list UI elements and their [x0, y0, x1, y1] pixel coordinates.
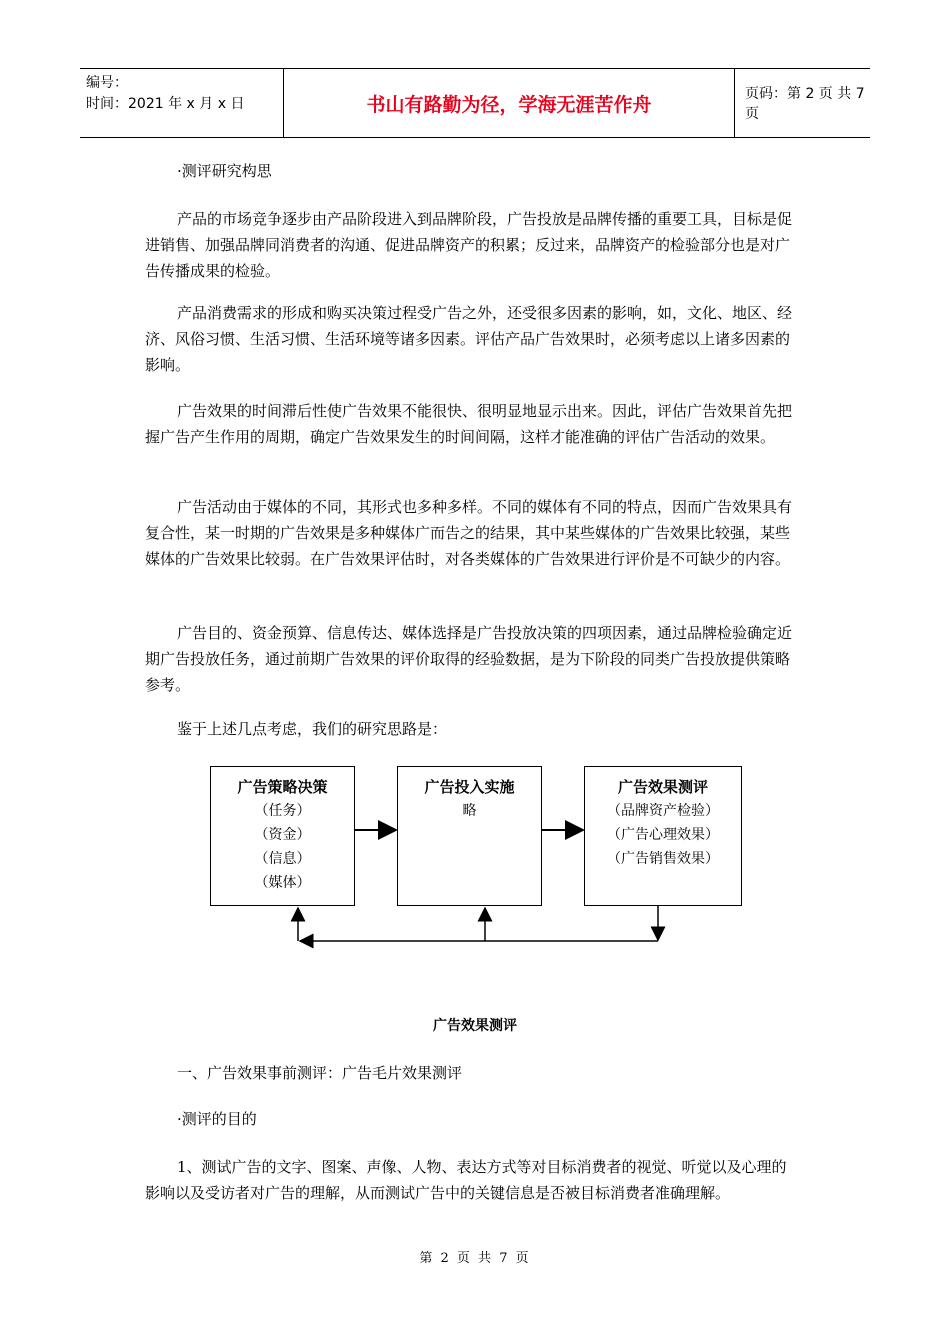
paragraph-1: 产品的市场竞争逐步由产品阶段进入到品牌阶段，广告投放是品牌传播的重要工具，目标是促进销售、加强品牌同消费者的沟通、促进品牌资产的积累；反过来，品牌资产的检验部分也是对广告传播成果的检验。	[145, 210, 793, 280]
research-flow-diagram	[200, 760, 760, 960]
header-page-label: 页码：第 2 页 共 7 页	[745, 86, 865, 122]
page-footer: 第 2 页 共 7 页	[419, 1251, 531, 1266]
box-implementation-title: 广告投入实施	[424, 778, 515, 796]
paragraph-3: 广告效果的时间滞后性使广告效果不能很快、很明显地显示出来。因此，评估广告效果首先把握广告产生作用的周期，确定广告效果发生的时间间隔，这样才能准确的评估广告活动的效果。	[145, 402, 793, 446]
box-strategy-title: 广告策略决策	[237, 778, 328, 796]
paragraph-6: 鉴于上述几点考虑，我们的研究思路是：	[177, 720, 448, 738]
heading-research: ·测评研究构思	[177, 162, 272, 180]
page-header	[80, 68, 870, 138]
item-1: 1、测试广告的文字、图案、声像、人物、表达方式等对目标消费者的视觉、听觉以及心理的影响以及受访者对广告的理解，从而测试广告中的关键信息是否被目标消费者准确理解。	[145, 1158, 787, 1202]
header-motto: 书山有路勤为径，学海无涯苦作舟	[283, 69, 735, 137]
section-subheading: 一、广告效果事前测评：广告毛片效果测评	[177, 1064, 463, 1082]
section-title: 广告效果测评	[433, 1018, 517, 1034]
box-implementation	[397, 766, 542, 906]
number-label: 编号：	[86, 75, 128, 91]
purpose-heading: ·测评的目的	[177, 1110, 257, 1128]
box-strategy-line: （信息）	[254, 851, 311, 867]
box-implementation-line: 略	[462, 803, 477, 819]
paragraph-2: 产品消费需求的形成和购买决策过程受广告之外，还受很多因素的影响，如，文化、地区、经济、风俗习惯、生活习惯、生活环境等诸多因素。评估产品广告效果时，必须考虑以上诸多因素的影响。	[145, 304, 793, 374]
paragraph-5: 广告目的、资金预算、信息传达、媒体选择是广告投放决策的四项因素，通过品牌检验确定近期广告投放任务，通过前期广告效果的评价取得的经验数据，是为下阶段的同类广告投放提供策略参考。	[145, 624, 793, 694]
paragraph-4: 广告活动由于媒体的不同，其形式也多种多样。不同的媒体有不同的特点，因而广告效果具有复合性，某一时期的广告效果是多种媒体广而告之的结果，其中某些媒体的广告效果比较强，某些媒体的广告效果比较弱。在广告效果评估时，对各类媒体的广告效果进行评价是不可缺少的内容。	[145, 498, 793, 568]
header-meta	[80, 69, 283, 137]
box-evaluation-title: 广告效果测评	[617, 778, 708, 796]
box-strategy-line: （资金）	[254, 827, 311, 843]
box-strategy-decision	[210, 766, 355, 906]
box-effect-evaluation	[584, 766, 742, 906]
box-evaluation-line: （品牌资产检验）	[607, 803, 719, 819]
box-evaluation-line: （广告销售效果）	[607, 851, 719, 867]
box-strategy-line: （任务）	[254, 803, 311, 819]
box-strategy-line: （媒体）	[254, 875, 311, 891]
box-evaluation-line: （广告心理效果）	[607, 827, 719, 843]
date-label: 时间：2021 年 x 月 x 日	[86, 96, 245, 112]
